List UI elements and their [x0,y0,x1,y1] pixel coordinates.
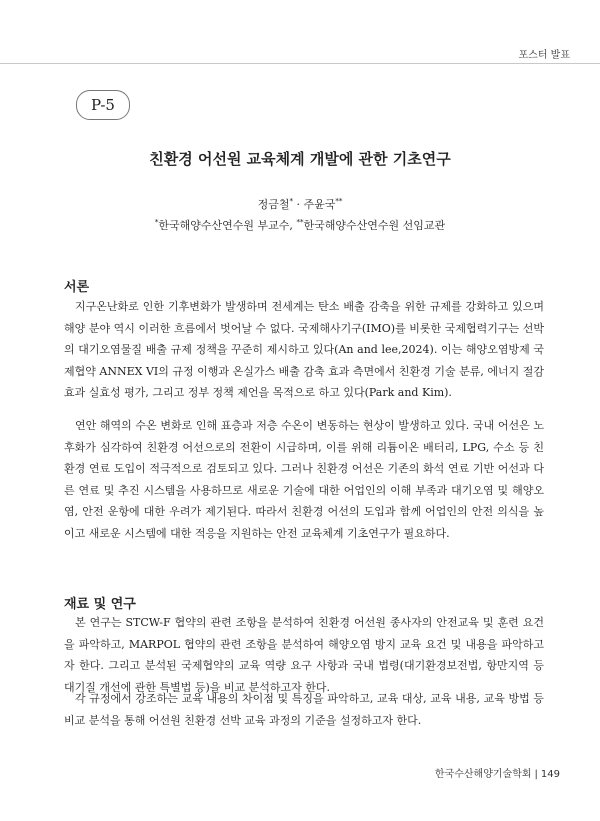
header-section-label: 포스터 발표 [518,50,570,61]
method-paragraph-2: 각 규정에서 강조하는 교육 내용의 차이점 및 특징을 파악하고, 교육 대상, 교육 내용, 교육 방법 등 비교 분석을 통해 어선원 친환경 선박 교육 과정의 기준을 설정하고자 한다. [64,692,544,727]
author-separator: · [293,198,304,211]
intro-paragraph-2: 연안 해역의 수온 변화로 인해 표층과 저층 수온이 변동하는 현상이 발생하고 있다. 국내 어선은 노후화가 심각하여 친환경 어선으로의 전환이 시급하며, 이를 위해 리튬이온 배터리, LPG, 수소 등 친환경 연료 도입이 적극적으로 검토되고 있다. 그러나 친환경 어선은 기존의 화석 연료 기반 어선과 다른 연료 및 추진 시스템을 사용하므로 새로운 기술에 대한 어업인의 이해 부족과 대기오염 및 해양오염, 안전 운항에 대한 우려가 제기된다. 따라서 친환경 어선의 도입과 함께 어업인의 안전 의식을 높이고 새로운 시스템에 대한 적응을 지원하는 안전 교육체계 기초연구가 필요하다. [64,419,544,540]
affiliation-2-text: 한국해양수산연수원 선임교관 [303,219,446,232]
header-divider [0,63,600,64]
affiliation-1-text: 한국해양수산연수원 부교수, [158,219,297,232]
affiliation-line [0,217,600,233]
intro-paragraph-1: 지구온난화로 인한 기후변화가 발생하며 전세계는 탄소 배출 감축을 위한 규제를 강화하고 있으며 해양 분야 역시 이러한 흐름에서 벗어날 수 없다. 국제해사기구(IMO)를 비롯한 국제협력기구는 선박의 대기오염물질 배출 규제 정책을 꾸준히 제시하고 있다(An and lee,2024). 이는 해양오염방제 국제협약 ANNEX VI의 규정 이행과 온실가스 배출 감축 효과 측면에서 친환경 기술 분류, 에너지 절감 효과 실효성 평가, 그리고 정부 정책 제언을 목적으로 하고 있다(Park and Kim). [64,300,544,400]
author-2-name: 주윤국 [303,198,336,211]
author-1-name: 정금철 [257,198,290,211]
footer-journal-name: 한국수산해양기술학회 [434,769,532,780]
footer-page-number: 149 [540,769,560,780]
affiliation-2-mark: ** [296,218,304,227]
section-heading-method: 재료 및 연구 [64,597,136,612]
section-heading-intro: 서론 [64,280,90,295]
poster-id-badge: P-5 [76,90,130,120]
footer [435,765,560,780]
affiliation-1-mark: * [154,218,159,227]
author-line [0,196,600,212]
author-2-mark: ** [335,197,343,206]
method-paragraph-1: 본 연구는 STCW-F 협약의 관련 조항을 분석하여 친환경 어선원 종사자의 안전교육 및 훈련 요건을 파악하고, MARPOL 협약의 관련 조항을 분석하여 해양오염 방지 교육 요건 및 내용을 파악하고자 한다. 그리고 분석된 국제협약의 교육 역량 요구 사항과 국내 법령(대기환경보전법, 항만지역 등 대기질 개선에 관한 특별법 등)을 비교 분석하고자 한다. [64,616,544,694]
footer-separator: | [534,769,538,780]
paper-title: 친환경 어선원 교육체계 개발에 관한 기초연구 [149,150,451,168]
author-1-mark: * [289,197,293,206]
